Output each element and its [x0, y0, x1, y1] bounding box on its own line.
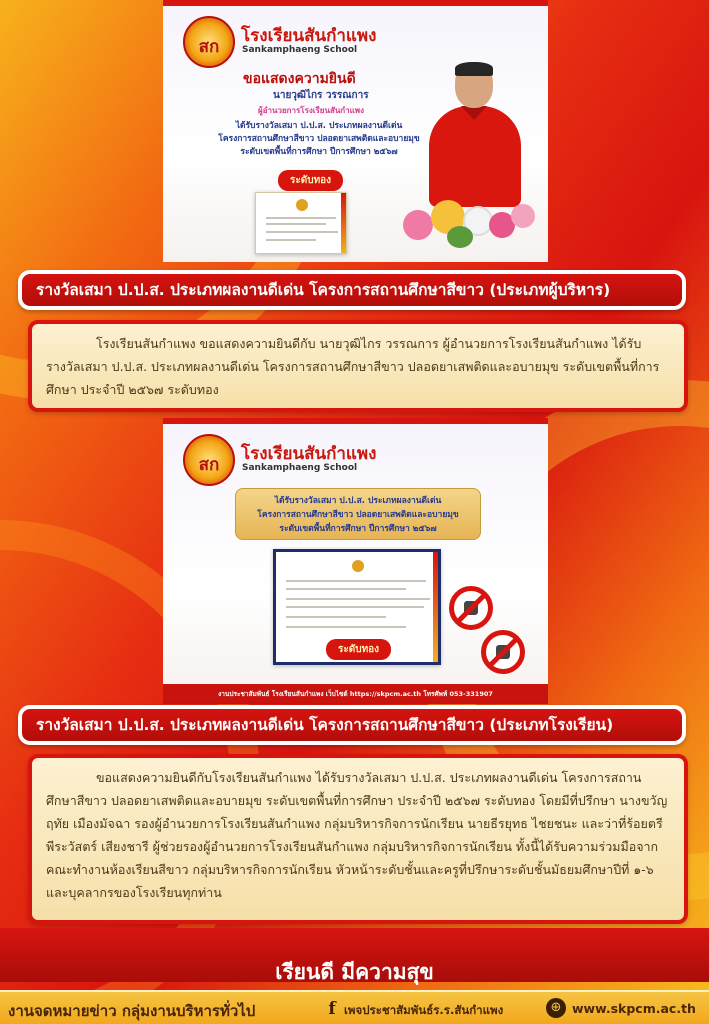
- award-line: ระดับเขตพื้นที่การศึกษา ปีการศึกษา ๒๕๖๗: [279, 524, 437, 534]
- level-badge: ระดับทอง: [326, 639, 391, 660]
- award-line: ระดับเขตพื้นที่การศึกษา ปีการศึกษา ๒๕๖๗: [240, 147, 398, 157]
- poster-director-name: นายวุฒิไกร วรรณการ: [273, 90, 369, 101]
- poster-congrats-title: ขอแสดงความยินดี: [243, 71, 356, 87]
- certificate-line: [266, 239, 316, 241]
- footer-bar: [0, 990, 709, 1024]
- news-text-box: [28, 754, 688, 924]
- school-logo: สก: [183, 434, 235, 486]
- certificate-line: [286, 580, 426, 582]
- school-award-poster: [163, 418, 548, 704]
- section-heading-text: รางวัลเสมา ป.ป.ส. ประเภทผลงานดีเด่น โครงการสถานศึกษาสีขาว (ประเภทผู้บริหาร): [22, 274, 682, 306]
- poster-school-name-en: Sankamphaeng School: [242, 45, 358, 55]
- certificate-line: [286, 626, 406, 628]
- poster-footer: งานประชาสัมพันธ์ โรงเรียนสันกำแพง เว็บไซต์ https://skpcm.ac.th โทรศัพท์ 053-331907: [163, 684, 548, 704]
- news-paragraph: ขอแสดงความยินดีกับโรงเรียนสันกำแพง ได้รับรางวัลเสมา ป.ป.ส. ประเภทผลงานดีเด่น โครงการสถานศึกษาสีขาว ปลอดยาเสพติดและอบายมุข ระดับเขตพื้นที่การศึกษา ประจำปี ๒๕๖๗ ระดับทอง โดยมีที่ปรึกษา นางขวัญฤทัย เมืองมัจฉา รองผู้อำนวยการโรงเรียนสันกำแพง กลุ่มบริหารกิจการนักเรียน นายธีรยุทธ ไชยชนะ และว่าที่ร้อยตรีพีระวัสตร์ เสียงชารี ผู้ช่วยรองผู้อำนวยการโรงเรียนสันกำแพง กลุ่มบริหารกิจการนักเรียน ทั้งนี้ได้รับความร่วมมือจากคณะทำงานห้องเรียนสีขาว กลุ่มบริหารกิจการนักเรียน หัวหน้าระดับชั้นและครูที่ปรึกษาระดับชั้นมัธยมศึกษาปีที่ ๑-๖ และบุคลากรของโรงเรียนทุกท่าน: [46, 770, 668, 900]
- facebook-icon[interactable]: f: [328, 999, 336, 1019]
- globe-icon[interactable]: ⊕: [546, 998, 566, 1018]
- certificate-stripe: [433, 552, 438, 662]
- certificate-line: [286, 598, 430, 600]
- slogan: เรียนดี มีความสุข: [275, 960, 434, 984]
- news-paragraph: โรงเรียนสันกำแพง ขอแสดงความยินดีกับ นายวุฒิไกร วรรณการ ผู้อำนวยการโรงเรียนสันกำแพง ได้รับรางวัลเสมา ป.ป.ส. ประเภทผลงานดีเด่น โครงการสถานศึกษาสีขาว ปลอดยาเสพติดและอบายมุข ระดับเขตพื้นที่การศึกษา ประจำปี ๒๕๖๗ ระดับทอง: [46, 336, 660, 397]
- director-award-poster: [163, 0, 548, 262]
- poster-award-banner: [235, 488, 481, 540]
- no-drugs-icon: [449, 586, 493, 630]
- poster-school-name: โรงเรียนสันกำแพง: [241, 26, 377, 46]
- certificate-line: [286, 588, 406, 590]
- website-link[interactable]: www.skpcm.ac.th: [572, 1001, 696, 1016]
- poster-director-role: ผู้อำนวยการโรงเรียนสันกำแพง: [258, 106, 364, 115]
- certificate-seal: [296, 199, 308, 211]
- certificate-image: [255, 192, 347, 254]
- certificate-line: [266, 231, 338, 233]
- flower-decoration: [393, 182, 543, 252]
- section-heading: [18, 705, 686, 745]
- poster-school-name: โรงเรียนสันกำแพง: [241, 444, 377, 464]
- certificate-line: [286, 606, 424, 608]
- certificate-line: [286, 616, 386, 618]
- award-line: โครงการสถานศึกษาสีขาว ปลอดยาเสพติดและอบายมุข: [257, 510, 459, 520]
- certificate-line: [266, 223, 326, 225]
- certificate-stripe: [341, 193, 346, 253]
- award-line: ได้รับรางวัลเสมา ป.ป.ส. ประเภทผลงานดีเด่น: [274, 496, 442, 506]
- no-cigarette-icon: [481, 630, 525, 674]
- award-line: ได้รับรางวัลเสมา ป.ป.ส. ประเภทผลงานดีเด่น: [235, 121, 403, 131]
- section-heading-text: รางวัลเสมา ป.ป.ส. ประเภทผลงานดีเด่น โครงการสถานศึกษาสีขาว (ประเภทโรงเรียน): [22, 709, 682, 741]
- facebook-page-link[interactable]: เพจประชาสัมพันธ์ร.ร.สันกำแพง: [344, 1003, 504, 1017]
- level-badge: ระดับทอง: [278, 170, 343, 191]
- news-text-box: [28, 320, 688, 412]
- newsletter-credit: งานจดหมายข่าว กลุ่มงานบริหารทั่วไป: [8, 1002, 256, 1020]
- section-heading: [18, 270, 686, 310]
- school-logo: สก: [183, 16, 235, 68]
- award-line: โครงการสถานศึกษาสีขาว ปลอดยาเสพติดและอบายมุข: [218, 134, 420, 144]
- poster-award-text: [199, 120, 439, 159]
- poster-school-name-en: Sankamphaeng School: [242, 463, 358, 473]
- certificate-line: [266, 217, 336, 219]
- certificate-seal: [352, 560, 364, 572]
